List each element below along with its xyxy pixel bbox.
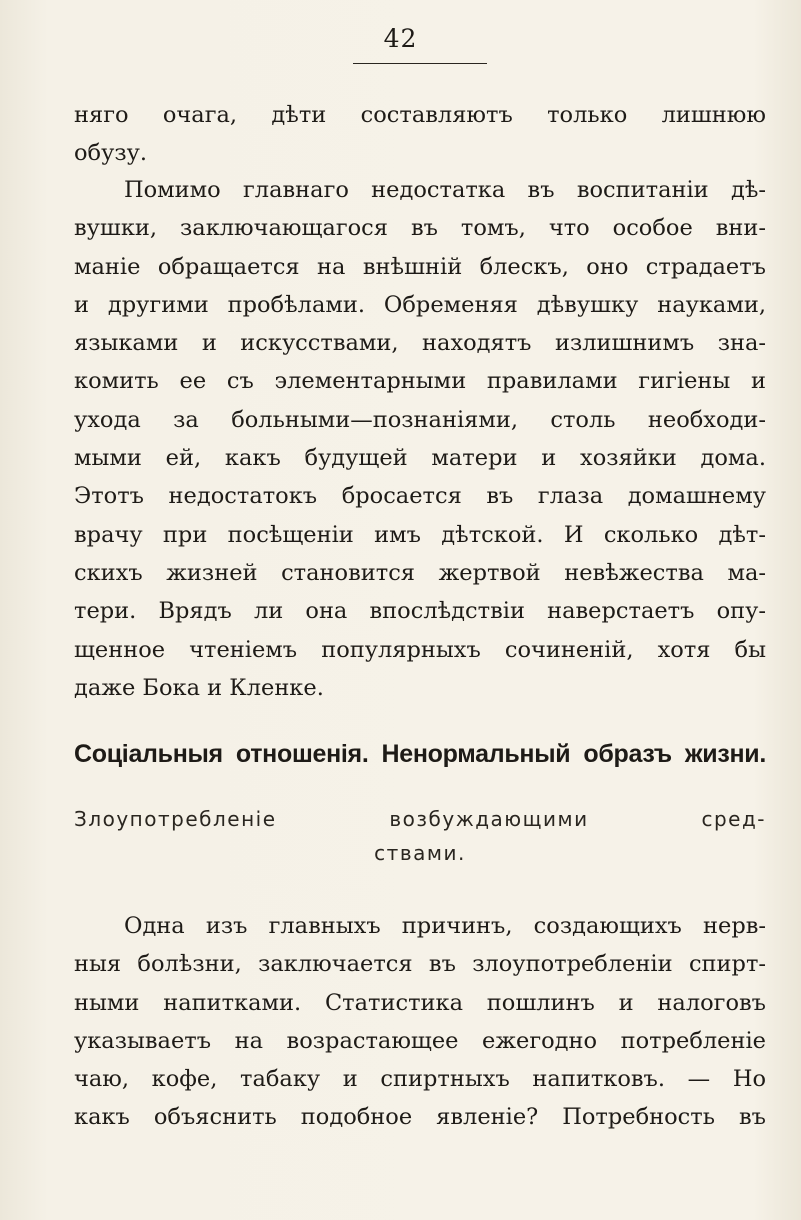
text-line: комить ее съ элементарными правилами гигiены и bbox=[74, 368, 766, 395]
text-line: щенное чтенiемъ популярныхъ сочиненiй, хотя бы bbox=[74, 636, 766, 663]
text-line: ухода за больными—познанiями, столь необходи- bbox=[74, 406, 766, 433]
text-line: обузу. bbox=[74, 140, 147, 167]
text-line: указываетъ на возрастающее ежегодно потребленiе bbox=[74, 1027, 766, 1054]
text-line: Этотъ недостатокъ бросается въ глаза домашнему bbox=[74, 483, 766, 510]
page-number: 42 bbox=[383, 24, 418, 53]
text-line: врачу при посѣщенiи имъ дѣтской. И сколько дѣт- bbox=[74, 521, 766, 548]
text-line: ныя болѣзни, заключается въ злоупотребленiи спирт- bbox=[74, 951, 766, 978]
header-rule bbox=[353, 63, 487, 64]
paragraph-continued bbox=[74, 96, 766, 173]
text-line: няго очага, дѣти составляютъ только лишнюю bbox=[74, 102, 766, 128]
subsection-line: Злоупотребленiе возбуждающими сред- bbox=[74, 807, 766, 831]
text-line: Помимо главнаго недостатка въ воспитанiи дѣ- bbox=[124, 177, 766, 203]
text-line: тери. Врядъ ли она впослѣдствiи наверстаетъ опу- bbox=[74, 598, 766, 625]
text-line: вушки, заключающагося въ томъ, что особое вни- bbox=[74, 215, 766, 242]
paragraph-nervous-diseases bbox=[74, 907, 766, 1137]
text-line: языками и искусствами, находятъ излишнимъ зна- bbox=[74, 330, 766, 357]
subsection-line: ствами. bbox=[374, 841, 466, 865]
text-line: скихъ жизней становится жертвой невѣжества ма- bbox=[74, 559, 766, 586]
text-line: и другими пробѣлами. Обременяя дѣвушку науками, bbox=[74, 291, 766, 318]
text-line: чаю, кофе, табаку и спиртныхъ напитковъ. — Но bbox=[74, 1066, 766, 1093]
text-line: ными напитками. Статистика пошлинъ и налоговъ bbox=[74, 989, 766, 1016]
text-line: манiе обращается на внѣшнiй блескъ, оно страдаетъ bbox=[74, 253, 766, 280]
text-line: какъ объяснить подобное явленiе? Потребность въ bbox=[74, 1104, 766, 1131]
section-heading: Соцiальныя отношенiя. Ненормальный образъ жизни. bbox=[74, 740, 766, 768]
text-line: Одна изъ главныхъ причинъ, создающихъ нерв- bbox=[124, 913, 766, 939]
text-line: даже Бока и Кленке. bbox=[74, 674, 324, 701]
paragraph-education bbox=[74, 171, 766, 707]
text-line: мыми ей, какъ будущей матери и хозяйки дома. bbox=[74, 445, 766, 472]
